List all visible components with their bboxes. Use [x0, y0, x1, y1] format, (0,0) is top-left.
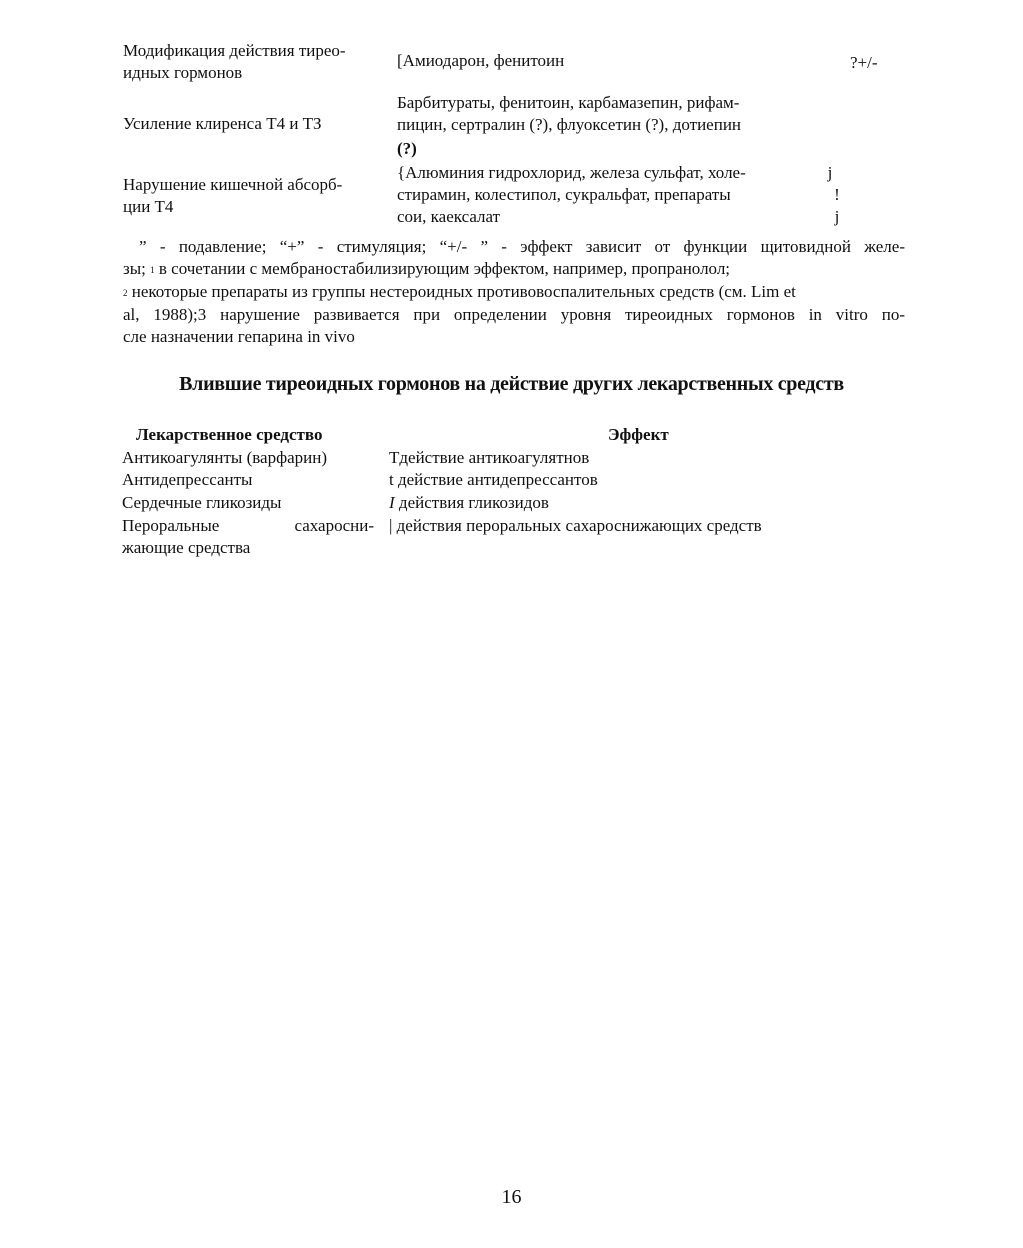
table-cell-effect: | действия пероральных сахароснижающих средств — [389, 516, 762, 535]
table-cell-effect: Тдействие антикоагулятнов — [389, 448, 590, 467]
table-cell-mark — [820, 162, 840, 228]
cell-line: Нарушение кишечной абсорб- — [123, 175, 343, 194]
footnote-line: сле назначении гепарина in vivo — [123, 327, 355, 346]
cell-line: идных гормонов — [123, 63, 243, 82]
effect-text: действия гликозидов — [394, 493, 549, 512]
cell-word: Пероральные — [122, 516, 220, 535]
cell-line: Барбитураты, фенитоин, карбамазепин, рифам- — [397, 93, 740, 112]
column-header-effect: Эффект — [608, 425, 669, 444]
table-cell-drugs — [397, 162, 807, 228]
cell-line: стирамин, колестипол, сукральфат, препараты — [397, 185, 731, 204]
cell-mark: j — [827, 163, 833, 182]
footnote-marker: 1 — [150, 265, 155, 275]
table-cell-drug — [122, 515, 374, 537]
table-cell-drug-continued: жающие средства — [122, 538, 251, 557]
page-number: 16 — [501, 1186, 522, 1208]
cell-line: Модификация действия тирео- — [123, 41, 346, 60]
footnote-line: ” - подавление; “+” - стимуляция; “+/- ” - эффект зависит от функции щитовидной желе- — [139, 237, 905, 256]
footnote-text: в сочетании с мембраностабилизирующим эффектом, например, пропранолол; — [154, 259, 731, 278]
table-cell-effect: ?+/- — [850, 53, 878, 72]
footnote-text: некоторые препараты из группы нестероидных противовоспалительных средств (см. Lim et — [127, 282, 796, 301]
cell-line: ции Т4 — [123, 197, 174, 216]
footnote-text: зы; — [123, 259, 151, 278]
cell-line: (?) — [397, 139, 417, 158]
table-cell-effect: t действие антидепрессантов — [389, 470, 598, 489]
column-header-drug: Лекарственное средство — [136, 425, 323, 444]
cell-line: сои, каексалат — [397, 207, 501, 226]
cell-line: {Алюминия гидрохлорид, железа сульфат, холе- — [397, 163, 746, 182]
cell-mark: j — [834, 207, 840, 226]
footnote-marker: 2 — [123, 288, 128, 298]
cell-mark: ! — [834, 185, 840, 204]
table-cell-effect — [389, 492, 549, 514]
table-cell-drug: Антидепрессанты — [122, 470, 253, 489]
footnote-line — [123, 281, 905, 304]
cell-line: [Амиодарон, фенитоин — [397, 51, 565, 70]
cell-line: Усиление клиренса Т4 и ТЗ — [123, 114, 322, 133]
effect-mark: I — [389, 493, 395, 512]
cell-word: сахароcни- — [294, 516, 374, 535]
table-cell-mechanism — [123, 174, 388, 218]
table-cell-drugs — [397, 92, 807, 160]
table-cell-drug: Сердечные гликозиды — [122, 493, 282, 512]
table-cell-mechanism — [123, 40, 388, 84]
table-cell-mechanism — [123, 113, 388, 135]
table-footnote — [123, 236, 905, 348]
footnote-line: al, 1988);3 нарушение развивается при определении уровня тиреоидных гормонов in vitro по- — [123, 305, 905, 324]
table-cell-drug: Антикоагулянты (варфарин) — [122, 448, 327, 467]
table-cell-drugs — [397, 50, 807, 72]
footnote-line — [123, 258, 905, 281]
section-title: Влившие тиреоидных гормонов на действие других лекарственных средств — [179, 373, 844, 395]
cell-line: пицин, сертралин (?), флуоксетин (?), дотиепин — [397, 115, 742, 134]
